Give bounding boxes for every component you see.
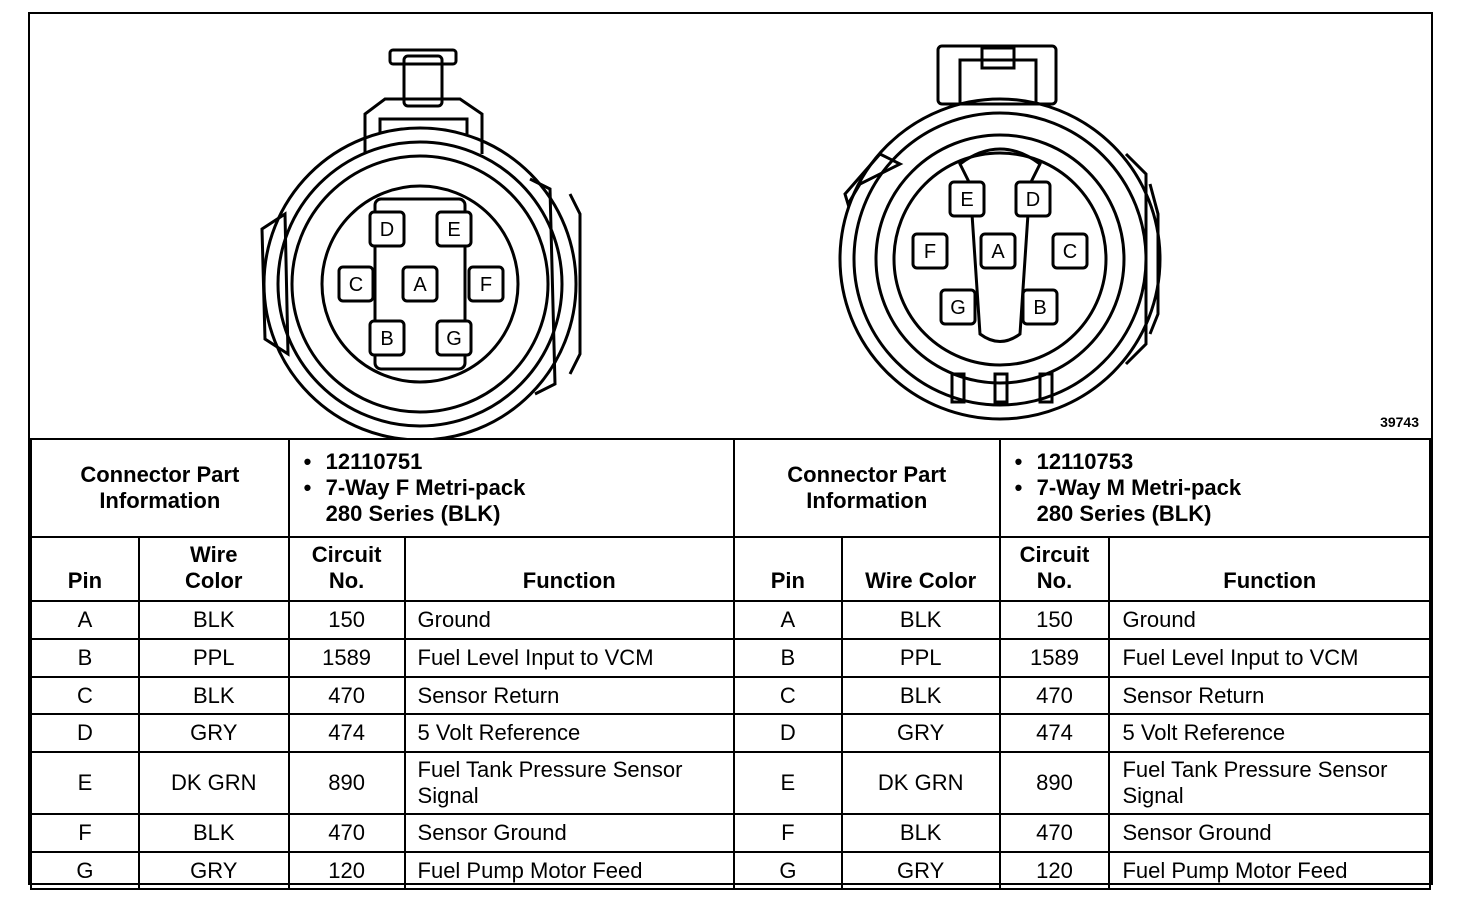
connector-diagram-area (30, 14, 1431, 438)
wire-color-cell: BLK (842, 814, 1000, 852)
pin-cell: B (734, 639, 842, 677)
pin-cell: F (31, 814, 139, 852)
col-function-left: Function (405, 537, 734, 601)
pin-cell: A (31, 601, 139, 639)
col-pin-left: Pin (31, 537, 139, 601)
wire-color-cell: GRY (842, 714, 1000, 752)
female-pin-label: C (348, 274, 364, 296)
function-cell: Sensor Return (1109, 677, 1430, 714)
pin-cell: F (734, 814, 842, 852)
col-circuit-right (1000, 537, 1110, 601)
left-part-number: • 12110751 (304, 449, 733, 475)
wire-color-cell: BLK (139, 814, 289, 852)
col-circuit-left-line2: No. (328, 568, 365, 593)
col-function-right: Function (1109, 537, 1430, 601)
wire-color-cell: BLK (842, 601, 1000, 639)
table-row (31, 639, 1430, 677)
left-description-line1: 7-Way F Metri-pack (325, 475, 526, 500)
female-pin-label: B (380, 328, 394, 350)
pin-cell: A (734, 601, 842, 639)
circuit-cell: 474 (1000, 714, 1110, 752)
circuit-cell: 890 (289, 752, 405, 814)
female-pin-label: D (379, 219, 395, 241)
wire-color-cell: BLK (139, 601, 289, 639)
function-cell: Fuel Tank Pressure Sensor Signal (405, 752, 734, 814)
left-description-line2: 280 Series (BLK) (325, 501, 501, 526)
wire-color-cell: GRY (139, 714, 289, 752)
pin-cell: E (31, 752, 139, 814)
female-connector-drawing (262, 50, 580, 438)
wire-color-cell: BLK (139, 677, 289, 714)
col-pin-right: Pin (734, 537, 842, 601)
circuit-cell: 470 (289, 677, 405, 714)
circuit-cell: 1589 (289, 639, 405, 677)
pin-cell: G (734, 852, 842, 889)
function-cell: Sensor Ground (405, 814, 734, 852)
connector-drawings (30, 14, 1431, 438)
right-connector-info-label: Connector Part Information (734, 439, 1000, 537)
function-cell: 5 Volt Reference (1109, 714, 1430, 752)
pin-cell: E (734, 752, 842, 814)
circuit-cell: 120 (289, 852, 405, 889)
left-connector-details (289, 439, 734, 537)
function-cell: Fuel Pump Motor Feed (1109, 852, 1430, 889)
function-cell: Fuel Tank Pressure Sensor Signal (1109, 752, 1430, 814)
function-cell: Fuel Level Input to VCM (1109, 639, 1430, 677)
right-description (1015, 475, 1429, 527)
table-row (31, 852, 1430, 889)
circuit-cell: 150 (1000, 601, 1110, 639)
col-wire-color-left-line1: Wire (190, 542, 238, 567)
right-description-line1: 7-Way M Metri-pack (1036, 475, 1242, 500)
female-pin-label: G (446, 328, 462, 350)
pin-rows (31, 601, 1430, 889)
col-circuit-left-line1: Circuit (311, 542, 382, 567)
circuit-cell: 150 (289, 601, 405, 639)
right-description-line2: 280 Series (BLK) (1036, 501, 1212, 526)
left-connector-info-label: Connector Part Information (31, 439, 289, 537)
male-pin-label: A (991, 241, 1005, 263)
male-pin-label: C (1062, 241, 1078, 263)
female-pin-label: F (479, 274, 493, 296)
table-row (31, 814, 1430, 852)
wire-color-cell: GRY (139, 852, 289, 889)
wire-color-cell: DK GRN (842, 752, 1000, 814)
female-pin-label: A (413, 274, 427, 296)
col-wire-color-left (139, 537, 289, 601)
right-part-number: • 12110753 (1015, 449, 1429, 475)
pin-cell: B (31, 639, 139, 677)
function-cell: Ground (405, 601, 734, 639)
circuit-cell: 470 (1000, 677, 1110, 714)
male-pin-cavities (913, 182, 1087, 324)
male-pin-label: F (923, 241, 937, 263)
connector-info-row (31, 439, 1430, 537)
column-header-row (31, 537, 1430, 601)
circuit-cell: 1589 (1000, 639, 1110, 677)
pinout-table (30, 438, 1431, 890)
table-row (31, 601, 1430, 639)
wire-color-cell: DK GRN (139, 752, 289, 814)
female-pin-cavities (339, 212, 503, 355)
circuit-cell: 474 (289, 714, 405, 752)
circuit-cell: 470 (1000, 814, 1110, 852)
pin-cell: D (31, 714, 139, 752)
pin-cell: C (734, 677, 842, 714)
right-connector-details (1000, 439, 1430, 537)
wire-color-cell: GRY (842, 852, 1000, 889)
col-wire-color-left-line2: Color (185, 568, 243, 593)
wire-color-cell: BLK (842, 677, 1000, 714)
female-pin-label: E (447, 219, 461, 241)
wire-color-cell: PPL (139, 639, 289, 677)
function-cell: Fuel Pump Motor Feed (405, 852, 734, 889)
male-pin-label: E (960, 189, 974, 211)
function-cell: Ground (1109, 601, 1430, 639)
circuit-cell: 890 (1000, 752, 1110, 814)
col-wire-color-right: Wire Color (842, 537, 1000, 601)
male-pin-label: G (950, 297, 966, 319)
male-pin-label: B (1033, 297, 1047, 319)
left-description (304, 475, 733, 527)
pin-cell: D (734, 714, 842, 752)
table-row (31, 752, 1430, 814)
circuit-cell: 470 (289, 814, 405, 852)
male-pin-label: D (1025, 189, 1041, 211)
col-circuit-right-line1: Circuit (1019, 542, 1090, 567)
pin-cell: G (31, 852, 139, 889)
col-circuit-right-line2: No. (1036, 568, 1073, 593)
table-row (31, 714, 1430, 752)
function-cell: Sensor Return (405, 677, 734, 714)
figure-number: 39743 (1380, 414, 1419, 430)
col-circuit-left (289, 537, 405, 601)
circuit-cell: 120 (1000, 852, 1110, 889)
pin-cell: C (31, 677, 139, 714)
function-cell: Fuel Level Input to VCM (405, 639, 734, 677)
wire-color-cell: PPL (842, 639, 1000, 677)
function-cell: 5 Volt Reference (405, 714, 734, 752)
table-row (31, 677, 1430, 714)
function-cell: Sensor Ground (1109, 814, 1430, 852)
connector-chart (28, 12, 1433, 885)
